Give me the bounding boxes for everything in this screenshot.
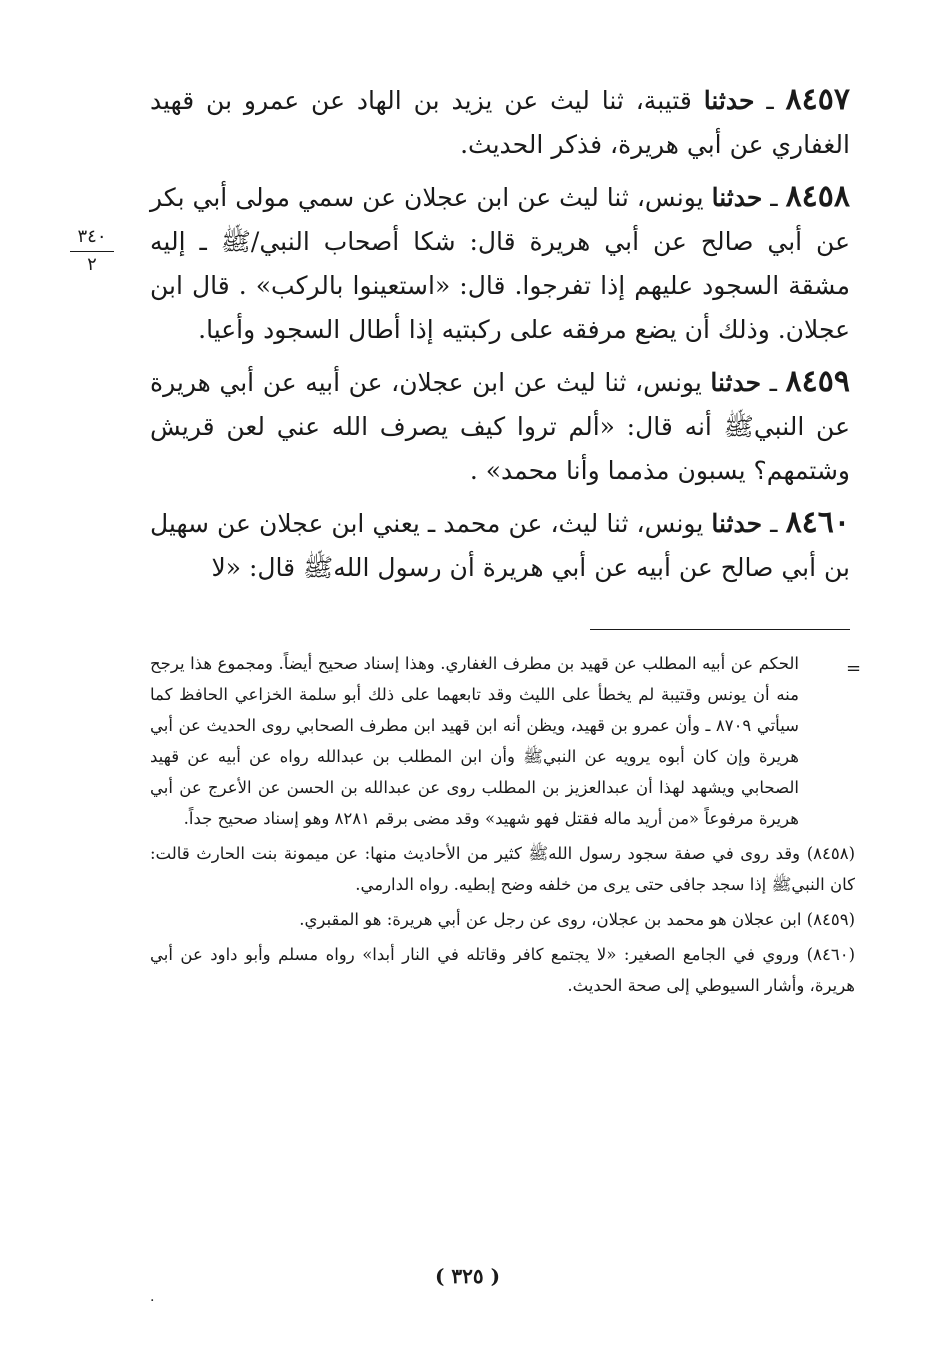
- footnotes: [150, 648, 855, 1005]
- margin-ref-part: ٢: [87, 254, 97, 275]
- footnote-continued: [150, 648, 855, 834]
- hadith-8458: [150, 175, 850, 352]
- footnote-8460: [150, 939, 855, 1001]
- dash: ـ: [770, 509, 778, 538]
- hadith-number: ٨٤٥٧: [785, 82, 850, 117]
- margin-ref-rule: [70, 251, 114, 252]
- dash: ـ: [770, 183, 778, 212]
- hadith-keyword: حدثنا: [710, 368, 762, 397]
- hadith-keyword: حدثنا: [711, 509, 763, 538]
- footnote-8459: [150, 904, 855, 935]
- dash: ـ: [766, 86, 774, 115]
- margin-reference: [62, 225, 122, 276]
- footnote-label: (٨٤٥٩): [806, 910, 855, 929]
- hadith-text: قتيبة، ثنا ليث عن يزيد بن الهاد عن عمرو بن قهيد الغفاري عن أبي هريرة، فذكر الحديث.: [150, 86, 850, 159]
- continuation-mark: =: [846, 658, 862, 679]
- footnote-divider: [590, 629, 850, 630]
- hadith-text: يونس، ثنا ليث عن ابن عجلان، عن أبيه عن أبي هريرة عن النبيﷺ أنه قال: «ألم تروا كيف يصرف الله عني لعن قريش وشتمهم؟ يسبون مذمما وأنا محمد» .: [150, 368, 850, 485]
- hadith-number: ٨٤٦٠: [785, 505, 851, 540]
- main-text: [150, 78, 850, 598]
- hadith-text: يونس، ثنا ليث، عن محمد ـ يعني ابن عجلان عن سهيل بن أبي صالح عن أبيه عن أبي هريرة أن رسول اللهﷺ قال: «لا: [150, 509, 850, 582]
- hadith-8459: [150, 360, 850, 493]
- footnote-text: ابن عجلان هو محمد بن عجلان، روى عن رجل عن أبي هريرة: هو المقبري.: [299, 910, 802, 929]
- footnote-label: (٨٤٦٠): [806, 945, 855, 964]
- hadith-number: ٨٤٥٩: [785, 364, 850, 399]
- hadith-keyword: حدثنا: [711, 183, 763, 212]
- footnote-text: وروي في الجامع الصغير: «لا يجتمع كافر وقاتله في النار أبدا» رواه مسلم وأبو داود عن أبي هريرة، وأشار السيوطي إلى صحة الحديث.: [150, 945, 855, 995]
- hadith-keyword: حدثنا: [703, 86, 755, 115]
- hadith-number: ٨٤٥٨: [785, 179, 851, 214]
- hadith-text: يونس، ثنا ليث عن ابن عجلان عن سمي مولى أبي بكر عن أبي صالح عن أبي هريرة قال: شكا أصحاب النبي/ﷺ ـ إليه مشقة السجود عليهم إذا تفرجوا. قال: «استعينوا بالركب» . قال ابن عجلان. وذلك أن يضع مرفقه على ركبتيه إذا أطال السجود وأعيا.: [150, 183, 850, 344]
- page-number: ( ٣٢٥ ): [434, 1264, 501, 1288]
- hadith-8460: [150, 501, 850, 590]
- stray-mark: .: [150, 1289, 155, 1305]
- footnote-8458: [150, 838, 855, 900]
- hadith-8457: [150, 78, 850, 167]
- footnote-text: الحكم عن أبيه المطلب عن قهيد بن مطرف الغفاري. وهذا إسناد صحيح أيضاً. ومجموع هذا يرجح منه أن يونس وقتيبة لم يخطأ على الليث وقد تابعهما على ذلك أبو سلمة الخزاعي الحافظ كما سيأتي ٨٧٠٩ ـ وأن عمرو بن قهيد، ويظن أنه ابن قهيد ابن مطرف الصحابي روى الحديث عن أبي هريرة وإن كان أبوه يرويه عن النبيﷺ وأن ابن المطلب بن عبدالله رواه عن أبيه عن قهيد الصحابي ويشهد لهذا أن عبدالعزيز بن المطلب روى عن عبدالله بن الحسن عن الأعرج عن أبي هريرة مرفوعاً «من أريد ماله فقتل فهو شهيد» وقد مضى برقم ٨٢٨١ وهو إسناد صحيح جداً.: [150, 654, 800, 828]
- footnote-label: (٨٤٥٨): [806, 844, 856, 863]
- footnote-text: وقد روى في صفة سجود رسول اللهﷺ كثير من الأحاديث منها: عن ميمونة بنت الحارث قالت: كان النبيﷺ إذا سجد جافى حتى يرى من خلفه وضح إبطيه. رواه الدارمي.: [150, 844, 855, 894]
- margin-ref-volume: ٣٤٠: [77, 226, 107, 247]
- dash: ـ: [769, 368, 777, 397]
